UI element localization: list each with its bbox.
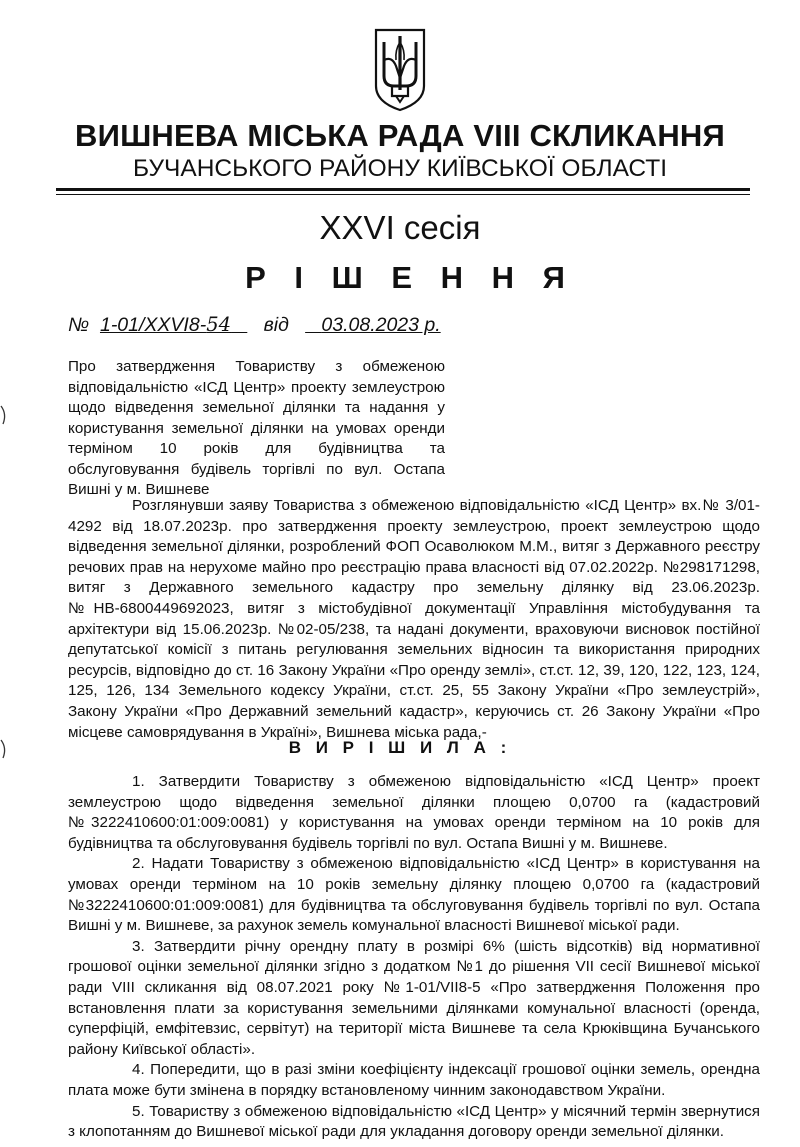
trident-coat-of-arms-icon [372,26,428,112]
decision-item-1: 1. Затвердити Товариству з обмеженою відповідальністю «ІСД Центр» проект землеустрою щодо відведення земельної ділянки площею 0,0700 га (кадастровий №3222410600:01:009:0081) у користування на умовах оренди терміном на 10 років для будівництва та обслуговування будівель торгівлі по вул. Остапа Вишні у м. Вишневе. [68,773,760,852]
date-label: від [263,314,289,336]
decision-item-2: 2. Надати Товариству з обмеженою відповідальністю «ІСД Центр» в користування на умовах оренди терміном на 10 років земельну ділянку площею 0,0700 га (кадастровий №3222410600:01:009:0081) для будівництва та обслуговування будівель торгівлі по вул. Остапа Вишні у м. Вишневе, за рахунок земель комунальної власності Вишневої міської ради. [68,855,760,935]
decision-item-3: 3. Затвердити річну орендну плату в розмірі 6% (шість відсотків) від нормативної грошової оцінки земельної ділянки згідно з додатком №1 до рішення VII сесії Вишневої міської ради VIII скликання від 08.07.2021 року №1-01/VII8-5 «Про затвердження Положення про встановлення плати за користування земельними ділянками комунальної власності (оренда, суперфіцій, емфітевзис, сервітут) на території міста Вишневе та села Крюківщина Бучанського району Київської області». [68,937,760,1058]
decision-subject: Про затвердження Товариству з обмеженою відповідальністю «ІСД Центр» проекту землеустрою щодо відведення земельної ділянки та надання у користування земельної ділянки на умовах оренди терміном 10 років для будівництва та обслуговування будівель торгівлі по вул. Остапа Вишні у м. Вишневе [68,358,445,498]
decision-title: Р І Ш Е Н Н Я [245,260,575,295]
decision-number-value: 1-01/XXVI8- [99,314,207,336]
council-title: ВИШНЕВА МІСЬКА РАДА VIII СКЛИКАННЯ [75,118,725,153]
resolved-heading: В И Р І Ш И Л А : [288,738,512,757]
decision-item-4: 4. Попередити, що в разі зміни коефіцієнту індексації грошової оцінки земель, орендна плата може бути змінена в порядку встановленому чинним законодавством України. [68,1061,760,1099]
decision-items [68,772,760,1143]
scan-edge-mark [0,404,10,426]
session-title: XXVI сесія [319,209,481,246]
header-divider-thick [56,188,750,191]
number-label: № [68,314,90,336]
header-divider-thin [56,194,750,195]
preamble-paragraph: Розглянувши заяву Товариства з обмеженою відповідальністю «ІСД Центр» вх.№ 3/01-4292 від 18.07.2023р. про затвердження проекту землеустрою, проект землеустрою щодо відведення земельної ділянки, розроблений ФОП Осаволюком М.М., витяг з Державного реєстру речових прав на нерухоме майно про реєстрацію права власності від 07.02.2022р. №298171298, витяг з Державного земельного кадастру про земельну ділянку від 23.06.2023р. №НВ-6800449692023, витяг з містобудівної документації Управління містобудування та архітектури від 15.06.2023р. №02-05/238, та надані документи, враховуючи висновок постійної депутатської комісії з питань регулювання земельних відносин та використання природних ресурсів, відповідно до ст. 16 Закону України «Про оренду землі», ст.ст. 12, 39, 120, 122, 123, 124, 125, 126, 134 Земельного кодексу України, ст.ст. 25, 55 Закону України «Про землеустрій», Закону України «Про Державний земельний кадастр», керуючись ст. 26 Закону України «Про місцеве самоврядування в Україні», Вишнева міська рада,- [68,497,760,741]
scan-edge-mark [0,738,10,760]
decision-item-5: 5. Товариству з обмеженою відповідальністю «ІСД Центр» у місячний термін звернутися з клопотанням до Вишневої міської ради для укладання договору оренди земельної ділянки. [68,1102,760,1141]
decision-number [100,314,247,336]
decision-date: 03.08.2023 р. [321,314,441,336]
decision-number-line [68,313,441,337]
council-subtitle: БУЧАНСЬКОГО РАЙОНУ КИЇВСЬКОЇ ОБЛАСТІ [132,155,668,182]
decision-number-handwritten: 54 [206,313,232,336]
